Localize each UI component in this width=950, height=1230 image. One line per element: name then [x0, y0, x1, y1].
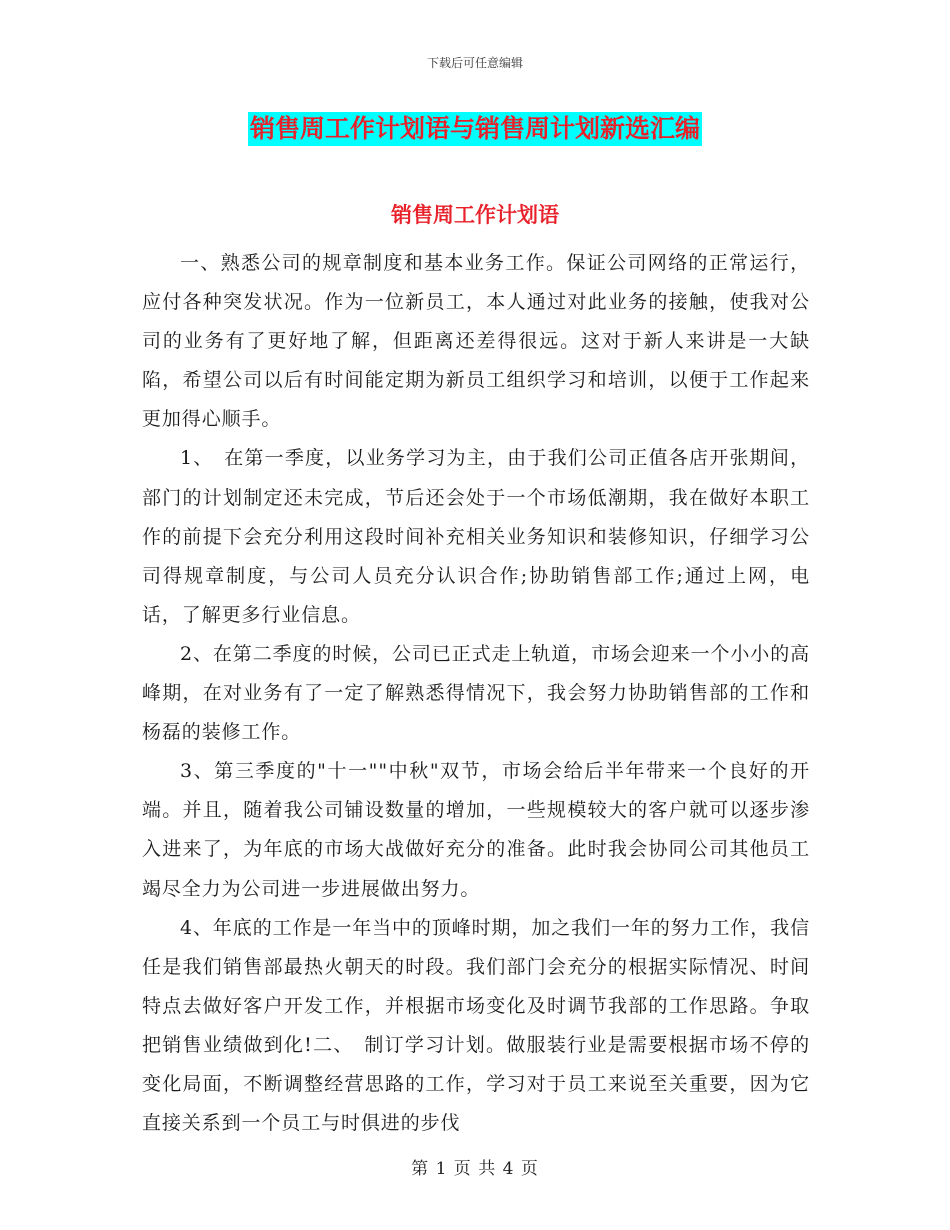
document-title-container	[0, 112, 950, 146]
paragraph-3: 2、在第二季度的时候，公司已正式走上轨道，市场会迎来一个小小的高峰期，在对业务有了一定了解熟悉得情况下，我会努力协助销售部的工作和杨磊的装修工作。	[142, 642, 810, 744]
page-footer: 第 1 页 共 4 页	[411, 1159, 539, 1179]
section-title: 销售周工作计划语	[391, 203, 559, 227]
document-body	[142, 244, 810, 1143]
paragraph-4: 3、第三季度的"十一""中秋"双节，市场会给后半年带来一个良好的开端。并且，随着我公司铺设数量的增加，一些规模较大的客户就可以逐步渗入进来了，为年底的市场大战做好充分的准备。此时我会协同公司其他员工竭尽全力为公司进一步进展做出努力。	[142, 760, 810, 900]
document-title: 销售周工作计划语与销售周计划新选汇编	[248, 112, 702, 146]
paragraph-2: 1、 在第一季度，以业务学习为主，由于我们公司正值各店开张期间，部门的计划制定还未完成，节后还会处于一个市场低潮期，我在做好本职工作的前提下会充分利用这段时间补充相关业务知识和装修知识，仔细学习公司得规章制度，与公司人员充分认识合作;协助销售部工作;通过上网，电话，了解更多行业信息。	[142, 447, 810, 626]
paragraph-1: 一、熟悉公司的规章制度和基本业务工作。保证公司网络的正常运行，应付各种突发状况。作为一位新员工，本人通过对此业务的接触，使我对公司的业务有了更好地了解，但距离还差得很远。这对于新人来讲是一大缺陷，希望公司以后有时间能定期为新员工组织学习和培训，以便于工作起来更加得心顺手。	[142, 252, 810, 431]
page-header-note: 下载后可任意编辑	[426, 56, 523, 70]
paragraph-5: 4、年底的工作是一年当中的顶峰时期，加之我们一年的努力工作，我信任是我们销售部最热火朝天的时段。我们部门会充分的根据实际情况、时间特点去做好客户开发工作，并根据市场变化及时调节我部的工作思路。争取把销售业绩做到化!二、 制订学习计划。做服装行业是需要根据市场不停的变化局面，不断调整经营思路的工作，学习对于员工来说至关重要，因为它直接关系到一个员工与时俱进的步伐	[142, 916, 810, 1135]
